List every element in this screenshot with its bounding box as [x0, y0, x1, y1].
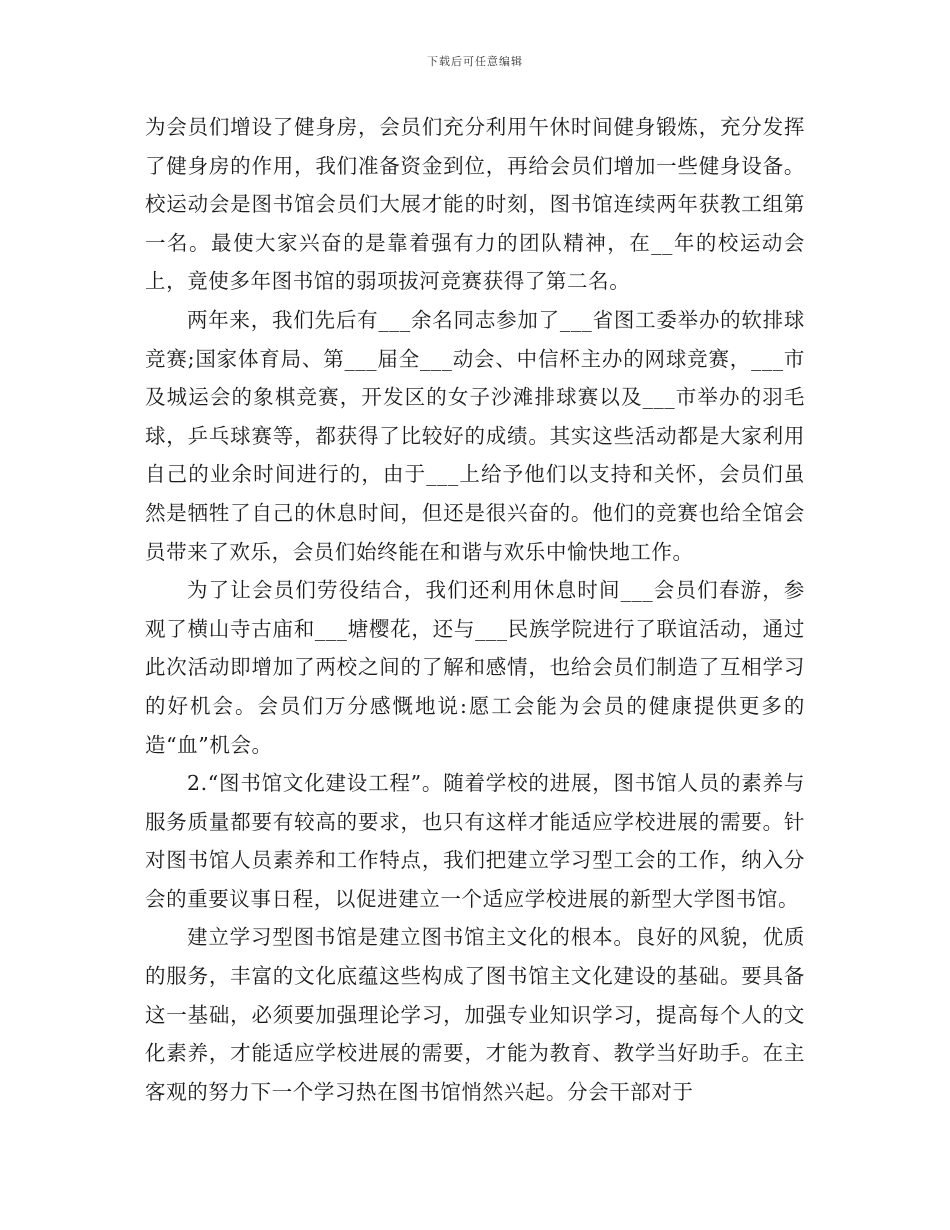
paragraph-2: 两年来，我们先后有___余名同志参加了___省图工委举办的软排球竞赛;国家体育局、第___届全___动会、中信杯主办的网球竞赛，___市及城运会的象棋竞赛，开发区的女子沙滩排球赛以及___市举办的羽毛球，乒乓球赛等，都获得了比较好的成绩。其实这些活动都是大家利用自己的业余时间进行的，由于___上给予他们以支持和关怀，会员们虽然是牺牲了自己的休息时间，但还是很兴奋的。他们的竞赛也给全馆会员带来了欢乐，会员们始终能在和谐与欢乐中愉快地工作。	[145, 307, 805, 564]
paragraph-5: 建立学习型图书馆是建立图书馆主文化的根本。良好的风貌，优质的服务，丰富的文化底蕴这些构成了图书馆主文化建设的基础。要具备这一基础，必须要加强理论学习，加强专业知识学习，提高每个人的文化素养，才能适应学校进展的需要，才能为教育、教学当好助手。在主客观的努力下一个学习热在图书馆悄然兴起。分会干部对于	[145, 925, 805, 1104]
paragraph-1: 为会员们增设了健身房，会员们充分利用午休时间健身锻炼，充分发挥了健身房的作用，我们准备资金到位，再给会员们增加一些健身设备。校运动会是图书馆会员们大展才能的时刻，图书馆连续两年获教工组第一名。最使大家兴奋的是靠着强有力的团队精神，在__年的校运动会上，竟使多年图书馆的弱项拔河竞赛获得了第二名。	[145, 115, 805, 294]
paragraph-4: 2.“图书馆文化建设工程”。随着学校的进展，图书馆人员的素养与服务质量都要有较高的要求，也只有这样才能适应学校进展的需要。针对图书馆人员素养和工作特点，我们把建立学习型工会的工作，纳入分会的重要议事日程，以促进建立一个适应学校进展的新型大学图书馆。	[145, 771, 805, 911]
page-header: 下载后可任意编辑	[427, 55, 523, 68]
paragraph-3: 为了让会员们劳役结合，我们还利用休息时间___会员们春游，参观了横山寺古庙和___塘樱花，还与___民族学院进行了联谊活动，通过此次活动即增加了两校之间的了解和感情，也给会员们制造了互相学习的好机会。会员们万分感慨地说:愿工会能为会员的健康提供更多的造“血”机会。	[145, 578, 805, 757]
document-body	[145, 108, 805, 1111]
